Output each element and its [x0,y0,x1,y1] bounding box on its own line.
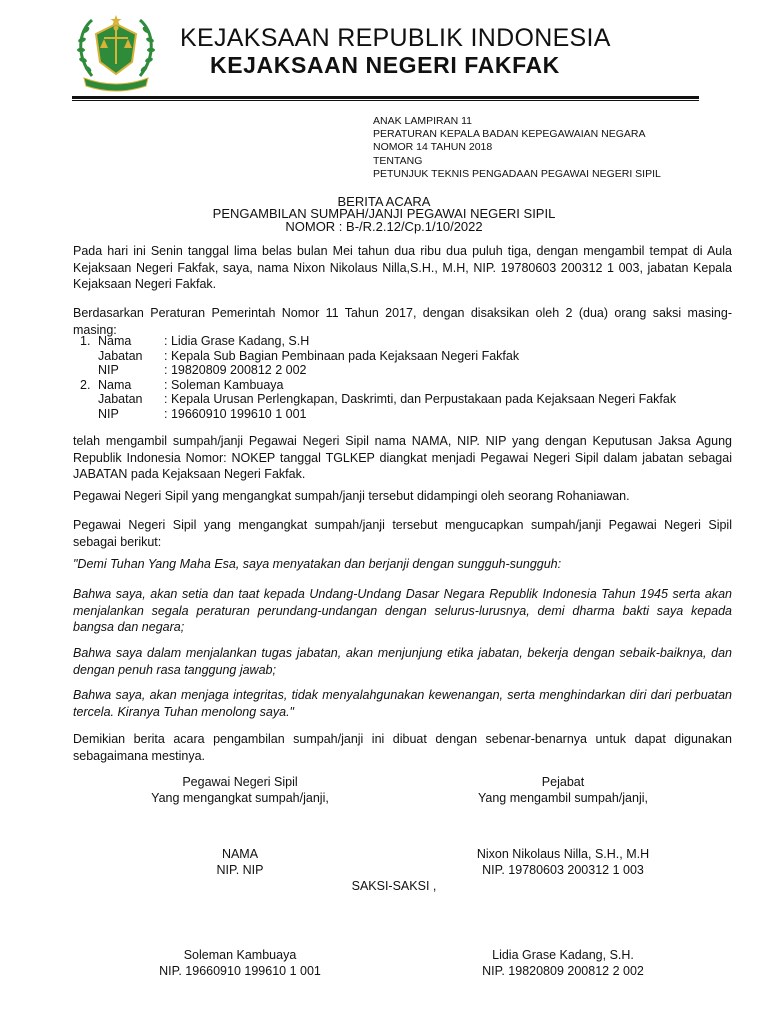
header-divider-thin [72,100,699,101]
annex-reference [373,115,661,181]
witness-label: Jabatan [98,348,143,363]
paragraph-closing: Demikian berita acara pengambilan sumpah/janji ini dibuat dengan sebenar-benarnya untuk dapat digunakan sebagaimana mestinya. [73,732,732,763]
witness-value: : 19820809 200812 2 002 [164,363,307,377]
witness-number: 1. [80,334,91,348]
witness-value: : Kepala Urusan Perlengkapan, Daskrimti, dan Perpustakaan pada Kejaksaan Negeri Fakfak [164,392,677,406]
witness-value: : Soleman Kambuaya [164,377,284,392]
annex-line: NOMOR 14 TAHUN 2018 [373,141,493,154]
header-divider [72,96,699,99]
document-subtitle: PENGAMBILAN SUMPAH/JANJI PEGAWAI NEGERI SIPIL [212,206,556,221]
signature-right-name: Nixon Nikolaus Nilla, S.H., M.H [476,847,650,861]
annex-line: ANAK LAMPIRAN 11 [373,115,473,127]
paragraph-accompanied: Pegawai Negeri Sipil yang mengangkat sumpah/janji tersebut didampingi oleh seorang Rohaniawan. [73,489,630,503]
kejaksaan-emblem-logo [70,12,162,92]
witness-row [80,407,676,422]
oath-opening: "Demi Tuhan Yang Maha Esa, saya menyatakan dan berjanji dengan sungguh-sungguh: [73,557,562,571]
annex-line: PETUNJUK TEKNIS PENGADAAN PEGAWAI NEGERI SIPIL [373,167,661,180]
header-institution-line: KEJAKSAAN REPUBLIK INDONESIA [180,24,611,52]
document-number: NOMOR : B-/R.2.12/Cp.1/10/2022 [285,219,483,234]
witness-label: NIP [98,363,119,377]
witness-row [80,363,676,378]
document-title: BERITA ACARA [337,194,431,209]
witness-row [80,334,676,349]
witness-number: 2. [80,377,91,392]
signature-witness1-nip: NIP. 19660910 199610 1 001 [159,964,321,978]
witness-label: Nama [98,334,132,348]
oath-clause-2: Bahwa saya dalam menjalankan tugas jabatan, akan menjunjung etika jabatan, bekerja dengan sebaik-baiknya, dan dengan penuh rasa tanggung jawab; [73,646,732,677]
witness-value: : Lidia Grase Kadang, S.H [164,334,310,348]
signature-witness2-name: Lidia Grase Kadang, S.H. [492,948,634,962]
witness-value: : Kepala Sub Bagian Pembinaan pada Kejaksaan Negeri Fakfak [164,348,520,363]
witness-row [80,392,676,407]
signature-right-role: Pejabat [541,775,585,789]
annex-line: TENTANG [373,154,423,167]
paragraph-intro: Pada hari ini Senin tanggal lima belas bulan Mei tahun dua ribu dua puluh tiga, dengan mengambil tempat di Aula Kejaksaan Negeri Fakfak, saya, nama Nixon Nikolaus Nilla,S.H., M.H, NIP. 19780603 200312 1 003, jabatan Kepala Kejaksaan Negeri Fakfak. [73,244,732,291]
witness-label: Jabatan [98,392,143,406]
signature-witness1-name: Soleman Kambuaya [183,948,297,962]
witness-row [80,349,676,364]
witness-label: NIP [98,406,119,421]
header-office-line: KEJAKSAAN NEGERI FAKFAK [210,52,560,78]
signature-right-role-desc: Yang mengambil sumpah/janji, [477,791,648,805]
signature-left-name: NAMA [221,847,259,861]
annex-line: PERATURAN KEPALA BADAN KEPEGAWAIAN NEGARA [373,128,646,141]
signature-right-nip: NIP. 19780603 200312 1 003 [482,863,644,877]
signature-left-nip: NIP. NIP [216,863,264,877]
oath-clause-3: Bahwa saya, akan menjaga integritas, tidak menyalahgunakan kewenangan, serta menghindarkan diri dari perbuatan tercela. Kiranya Tuhan menolong saya." [73,688,732,719]
witness-list [80,334,676,421]
witness-value: : 19660910 199610 1 001 [164,406,307,421]
witnesses-heading: SAKSI-SAKSI , [351,879,437,893]
oath-clause-1: Bahwa saya, akan setia dan taat kepada Undang-Undang Dasar Negara Republik Indonesia Tahun 1945 serta akan menjalankan segala peraturan perundang-undangan dengan selurus-lurusnya, demi dharma bakti saya kepada bangsa dan negara; [73,587,732,634]
signature-left-role-desc: Yang mengangkat sumpah/janji, [151,791,329,805]
witness-row [80,378,676,393]
paragraph-basis: Berdasarkan Peraturan Pemerintah Nomor 11 Tahun 2017, dengan disaksikan oleh 2 (dua) orang saksi masing-masing: [73,306,732,337]
paragraph-recites: Pegawai Negeri Sipil yang mengangkat sumpah/janji tersebut mengucapkan sumpah/janji Pegawai Negeri Sipil sebagai berikut: [73,518,732,549]
paragraph-oath-taken: telah mengambil sumpah/janji Pegawai Negeri Sipil nama NAMA, NIP. NIP yang dengan Keputusan Jaksa Agung Republik Indonesia Nomor: NOKEP tanggal TGLKEP diangkat menjadi Pegawai Negeri Sipil dalam jabatan sebagai JABATAN pada Kejaksaan Negeri Fakfak. [73,434,732,481]
witness-label: Nama [98,377,132,392]
signature-left-role: Pegawai Negeri Sipil [182,775,298,789]
signature-witness2-nip: NIP. 19820809 200812 2 002 [482,964,644,978]
